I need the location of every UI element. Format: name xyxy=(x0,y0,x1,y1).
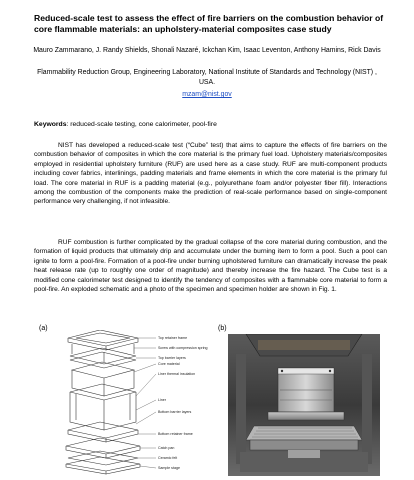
callout-bottom-retainer: Bottom retainer frame xyxy=(158,432,193,436)
keywords-label: Keywords xyxy=(34,121,67,128)
callout-catch-pan: Catch pan xyxy=(158,446,175,450)
callout-core-material: Core material xyxy=(158,362,180,366)
paper-title: Reduced-scale test to assess the effect of fire barriers on the combustion behavior of core flammable materials: an upholstery-material composites case study xyxy=(34,13,384,34)
figure-label-a: (a) xyxy=(39,325,48,332)
exploded-schematic xyxy=(48,330,220,476)
callout-sample-stage: Sample stage xyxy=(158,466,180,470)
callout-top-retainer-frame: Top retainer frame xyxy=(158,336,188,340)
paragraph-2: RUF combustion is further complicated by the gradual collapse of the core material during combustion, and the formation of liquid products that ultimately drip and accumulate under the burning item to form a pool. Such a pool can ignite to form a pool-fire. Formation of a pool-fire under burning upholstered furniture can dramatically increase the peak heat release rate (up to roughly one order of magnitude) and thereby increase the fire hazard. The Cube test is a modified cone calorimeter test designed to identify the tendency of composites with a flammable core material to form a pool-fire. An exploded schematic and a photo of the specimen and specimen holder are shown in Fig. 1. xyxy=(34,239,387,294)
callout-screw: Screw with compression spring xyxy=(158,346,208,350)
callout-top-barrier: Top barrier layers xyxy=(158,356,186,360)
paragraph-1: NIST has developed a reduced-scale test (“Cube” test) that aims to capture the effects of fire barriers on the combustion behavior of composites in which the core material is the primary fuel load. Upholstery materials/composites employed in residential upholstery furniture (RUF) are used here as a case study. RUF are multi-component products including cover fabrics, interlinings, padding materials and frame elements in which the core material is the primary ful load. The core material in RUF is a padding material (e.g., polyurethane foam and/or polyester fiber fill). Interactions among the combustion of the components make the prediction of real-scale performance based on single-component performance very challenging, if not infeasible. xyxy=(34,142,387,206)
author-list: Mauro Zammarano, J. Randy Shields, Shonali Nazaré, Ickchan Kim, Isaac Leventon, Anthony Hamins, Rick Davis xyxy=(33,47,381,54)
callout-ceramic-felt: Ceramic felt xyxy=(158,456,178,460)
callout-bottom-barrier: Bottom barrier layers xyxy=(158,410,192,414)
figure-label-b: (b) xyxy=(218,325,227,332)
affiliation: Flammability Reduction Group, Engineering Laboratory, National Institute of Standards and Technology (NIST) , USA. xyxy=(37,69,377,86)
keywords-line xyxy=(34,121,384,128)
email-link[interactable]: mzam@nist.gov xyxy=(182,91,232,98)
callout-liner: Liner xyxy=(158,398,166,402)
specimen-photo xyxy=(228,334,380,476)
keywords-text: : reduced-scale testing, cone calorimeter, pool-fire xyxy=(66,121,217,128)
callout-liner-insulation: Liner thermal insulation xyxy=(158,372,196,376)
